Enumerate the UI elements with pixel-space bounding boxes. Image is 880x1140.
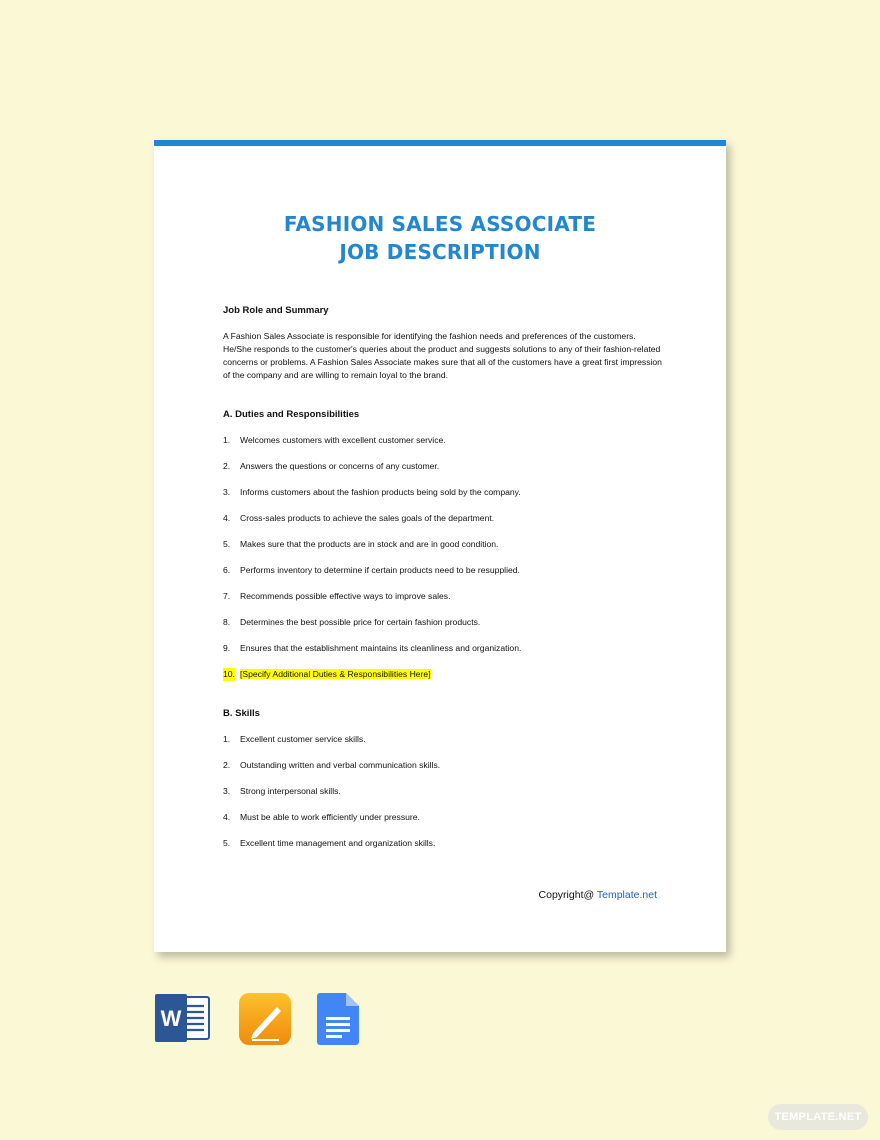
list-item: 8. Determines the best possible price for certain fashion products.	[223, 617, 481, 627]
list-item: 7. Recommends possible effective ways to improve sales.	[223, 591, 451, 601]
document-title	[154, 210, 726, 266]
list-item: 4. Cross-sales products to achieve the sales goals of the department.	[223, 513, 495, 523]
list-item: 4. Must be able to work efficiently under pressure.	[223, 812, 420, 822]
list-item: 5. Makes sure that the products are in stock and are in good condition.	[223, 539, 499, 549]
summary-text: A Fashion Sales Associate is responsible for identifying the fashion needs and preferences of the customers. He/She responds to the customer's queries about the product and suggests solutions to any of their fashion-related concerns or problems. A Fashion Sales Associate makes sure that all of the customers have a great first impression of the company and are willing to remain loyal to the brand.	[223, 331, 662, 380]
copyright-prefix: Copyright@	[538, 889, 597, 901]
title-line-1: FASHION SALES ASSOCIATE	[283, 212, 597, 236]
copyright	[539, 889, 657, 901]
document-top-bar	[154, 140, 726, 146]
svg-text:W: W	[160, 1006, 182, 1031]
list-item: 3. Strong interpersonal skills.	[223, 786, 341, 796]
list-item: 3. Informs customers about the fashion products being sold by the company.	[223, 487, 521, 497]
list-item: 9. Ensures that the establishment maintains its cleanliness and organization.	[223, 643, 522, 653]
list-item: 1. Welcomes customers with excellent customer service.	[223, 435, 446, 445]
title-line-2: JOB DESCRIPTION	[339, 240, 541, 264]
duties-list	[223, 434, 663, 694]
word-icon[interactable]	[155, 993, 211, 1043]
skills-heading: B. Skills	[223, 708, 260, 719]
document-content	[223, 304, 663, 863]
summary-heading: Job Role and Summary	[223, 305, 329, 316]
pages-icon[interactable]	[239, 993, 291, 1045]
watermark-badge: TEMPLATE.NET	[768, 1104, 868, 1130]
document-page	[154, 140, 726, 952]
list-item: 5. Excellent time management and organization skills.	[223, 838, 436, 848]
google-docs-icon[interactable]	[317, 993, 359, 1045]
list-item: 1. Excellent customer service skills.	[223, 734, 366, 744]
list-item-highlighted: 10. [Specify Additional Duties & Responsibilities Here]	[223, 669, 431, 679]
list-item: 2. Outstanding written and verbal communication skills.	[223, 760, 441, 770]
list-item: 2. Answers the questions or concerns of any customer.	[223, 461, 440, 471]
duties-heading: A. Duties and Responsibilities	[223, 409, 360, 420]
skills-list	[223, 733, 663, 863]
list-item: 6. Performs inventory to determine if certain products need to be resupplied.	[223, 565, 520, 575]
copyright-link[interactable]: Template.net	[596, 889, 657, 901]
